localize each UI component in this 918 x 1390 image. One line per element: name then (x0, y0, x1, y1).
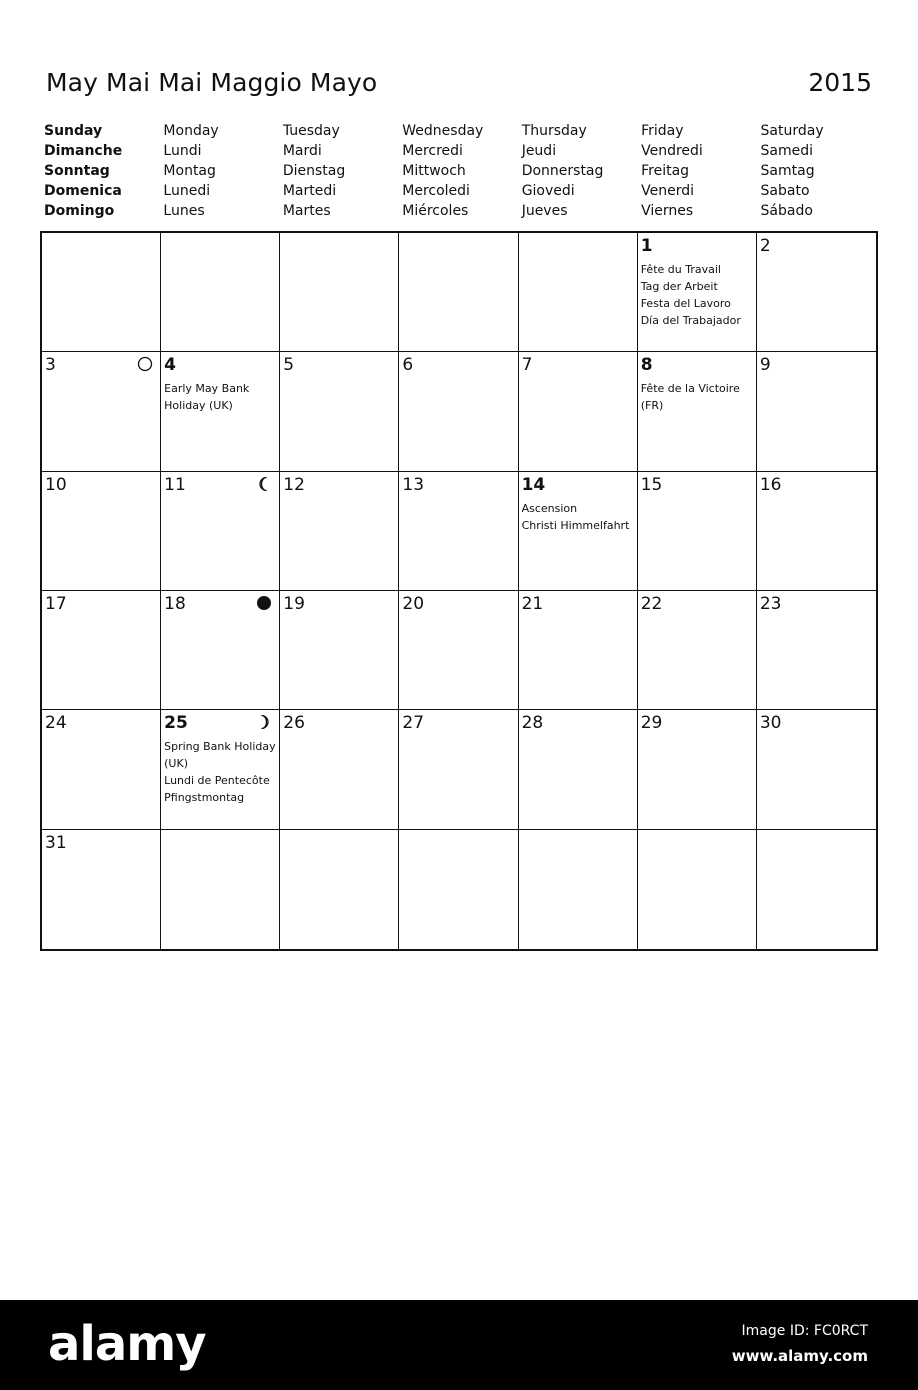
day-number: 14 (521, 474, 546, 495)
day-number: 18 (164, 594, 186, 614)
day-cell-8 (638, 352, 757, 471)
weekday-name: Monday (163, 123, 219, 139)
weekday-name: Friday (641, 123, 684, 139)
day-number: 8 (640, 355, 653, 376)
day-number: 26 (283, 713, 305, 734)
weekday-column-tuesday (280, 121, 399, 221)
day-number: 1 (640, 236, 653, 256)
day-cell-5 (280, 352, 399, 471)
day-cell-4 (161, 352, 280, 471)
holiday-note: Spring Bank Holiday (164, 740, 276, 754)
holiday-note: Holiday (UK) (164, 399, 233, 413)
weekday-name: Samedi (760, 143, 814, 159)
day-number: 15 (640, 474, 663, 495)
day-number: 30 (759, 713, 782, 734)
weekday-name: Donnerstag (521, 163, 604, 179)
holiday-note: Christi Himmelfahrt (521, 518, 630, 532)
weekday-column-monday (160, 121, 279, 221)
weekday-name: Sunday (44, 123, 103, 139)
weekday-name: Saturday (760, 123, 824, 139)
day-cell-14 (519, 472, 638, 591)
alamy-logo: alamy (48, 1316, 206, 1372)
day-cell-27 (399, 710, 518, 829)
weekday-column-thursday (519, 121, 638, 221)
site-url: www.alamy.com (731, 1347, 868, 1365)
holiday-notes (641, 380, 753, 414)
day-cell-21 (519, 591, 638, 710)
empty-day-cell (399, 830, 518, 949)
weekday-name: Viernes (641, 203, 694, 219)
holiday-notes (522, 500, 634, 534)
day-number: 21 (521, 594, 544, 614)
weekday-name: Jueves (521, 203, 568, 219)
empty-day-cell (757, 830, 876, 949)
weekday-name: Martes (282, 203, 331, 219)
day-number: 9 (759, 355, 771, 376)
day-cell-31 (42, 830, 161, 949)
holiday-note: Lundi de Pentecôte (164, 774, 270, 788)
weekday-name: Freitag (641, 163, 690, 179)
weekday-column-saturday (758, 121, 877, 221)
day-cell-29 (638, 710, 757, 829)
holiday-note: (UK) (164, 757, 188, 771)
day-number: 17 (45, 594, 67, 614)
weekday-name: Sábado (760, 203, 813, 219)
day-number: 3 (45, 355, 56, 376)
weekday-name: Venerdi (641, 183, 694, 199)
day-cell-15 (638, 472, 757, 591)
holiday-note: (FR) (640, 399, 664, 413)
day-cell-10 (42, 472, 161, 591)
empty-day-cell (161, 830, 280, 949)
holiday-note: Tag der Arbeit (640, 280, 718, 293)
weekday-name: Tuesday (282, 123, 340, 139)
weekday-name: Vendredi (641, 143, 703, 159)
day-cell-18 (161, 591, 280, 710)
calendar-grid (40, 231, 878, 951)
weekday-name: Giovedi (521, 183, 575, 199)
day-number: 28 (521, 713, 544, 734)
weekday-name: Domingo (44, 203, 115, 219)
holiday-note: Fête de la Victoire (640, 382, 740, 396)
day-cell-22 (638, 591, 757, 710)
weekday-name: Mercredi (402, 143, 463, 159)
day-cell-17 (42, 591, 161, 710)
empty-day-cell (42, 233, 161, 352)
weekday-name: Samtag (760, 163, 815, 179)
day-number: 19 (283, 594, 305, 614)
day-cell-3 (42, 352, 161, 471)
day-number: 29 (640, 713, 663, 734)
day-number: 25 (164, 713, 188, 734)
empty-day-cell (519, 830, 638, 949)
weekday-header (41, 121, 877, 221)
holiday-note: Pfingstmontag (164, 791, 245, 805)
day-cell-23 (757, 591, 876, 710)
day-number: 27 (402, 713, 425, 734)
day-cell-24 (42, 710, 161, 829)
holiday-notes (641, 261, 753, 329)
weekday-name: Dienstag (282, 163, 346, 179)
weekday-name: Thursday (521, 123, 587, 139)
empty-day-cell (280, 233, 399, 352)
weekday-name: Wednesday (402, 123, 484, 139)
last-quarter-moon-icon (256, 476, 272, 492)
weekday-column-sunday (41, 121, 160, 221)
page-title: May Mai Mai Maggio Mayo (46, 68, 378, 97)
new-moon-icon (256, 595, 272, 611)
image-id-label: Image ID: FC0RCT (741, 1323, 868, 1339)
weekday-name: Miércoles (402, 203, 469, 219)
day-number: 2 (759, 236, 771, 256)
day-number: 6 (402, 355, 414, 376)
weekday-name: Martedi (282, 183, 337, 199)
weekday-name: Lundi (163, 143, 202, 159)
day-cell-25 (161, 710, 280, 829)
day-number: 22 (640, 594, 663, 614)
day-cell-6 (399, 352, 518, 471)
weekday-name: Jeudi (521, 143, 557, 159)
weekday-name: Sonntag (44, 163, 110, 179)
holiday-note: Festa del Lavoro (640, 297, 731, 310)
day-cell-16 (757, 472, 876, 591)
holiday-notes (164, 738, 276, 806)
holiday-note: Día del Trabajador (640, 314, 741, 327)
empty-day-cell (280, 830, 399, 949)
holiday-note: Ascension (521, 501, 578, 515)
weekday-name: Lunes (163, 203, 205, 219)
day-cell-11 (161, 472, 280, 591)
holiday-note: Early May Bank (164, 382, 250, 396)
holiday-notes (164, 380, 276, 414)
page-year: 2015 (808, 68, 872, 97)
day-cell-28 (519, 710, 638, 829)
weekday-column-wednesday (399, 121, 518, 221)
day-cell-19 (280, 591, 399, 710)
empty-day-cell (161, 233, 280, 352)
empty-day-cell (399, 233, 518, 352)
day-number: 12 (283, 474, 305, 495)
weekday-name: Domenica (44, 183, 122, 199)
day-number: 16 (759, 474, 782, 495)
holiday-note: Fête du Travail (640, 263, 721, 276)
weekday-name: Mardi (282, 143, 322, 159)
day-cell-26 (280, 710, 399, 829)
day-cell-12 (280, 472, 399, 591)
full-moon-icon (137, 356, 153, 372)
day-number: 13 (402, 474, 425, 495)
day-number: 4 (164, 355, 176, 376)
day-cell-30 (757, 710, 876, 829)
weekday-column-friday (638, 121, 757, 221)
day-cell-20 (399, 591, 518, 710)
weekday-name: Mercoledi (402, 183, 470, 199)
weekday-name: Lunedi (163, 183, 211, 199)
day-cell-13 (399, 472, 518, 591)
day-number: 23 (759, 594, 782, 614)
weekday-name: Dimanche (44, 143, 123, 159)
empty-day-cell (638, 830, 757, 949)
empty-day-cell (519, 233, 638, 352)
day-number: 10 (45, 474, 67, 495)
footer-bar (0, 1300, 918, 1390)
day-number: 31 (45, 832, 67, 853)
day-number: 24 (45, 713, 67, 734)
day-cell-1 (638, 233, 757, 352)
day-number: 20 (402, 594, 425, 614)
first-quarter-moon-icon (256, 714, 272, 730)
day-cell-2 (757, 233, 876, 352)
day-number: 11 (164, 474, 186, 495)
weekday-name: Mittwoch (402, 163, 466, 179)
day-number: 5 (283, 355, 295, 376)
weekday-name: Sabato (760, 183, 810, 199)
day-cell-9 (757, 352, 876, 471)
day-cell-7 (519, 352, 638, 471)
weekday-name: Montag (163, 163, 216, 179)
day-number: 7 (521, 355, 533, 376)
